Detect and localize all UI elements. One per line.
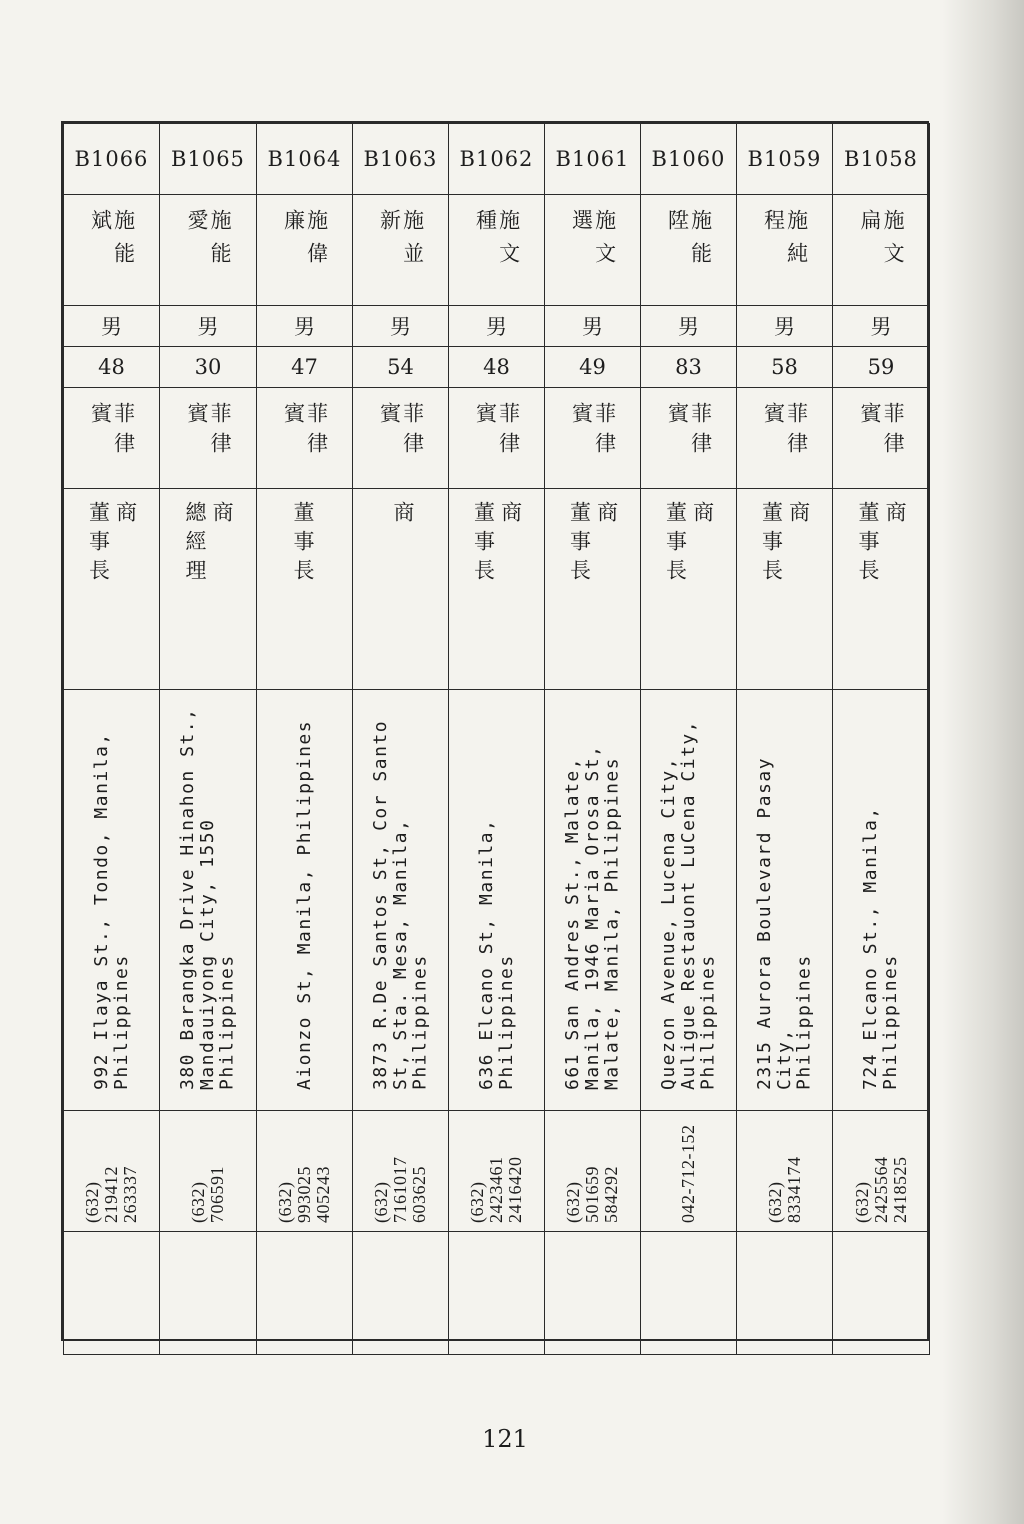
table-cell [833, 690, 930, 1111]
table-cell [833, 347, 930, 388]
phone: (632) 2425564 2418525 [851, 1156, 910, 1223]
table-cell [160, 124, 257, 195]
occupation [353, 489, 448, 530]
age: 47 [291, 355, 318, 379]
address: 3873 R.De Santos St, Cor Santo St, Sta. Mesa, Manila, Philippines [369, 719, 431, 1090]
occupation-type: 商 [113, 501, 138, 530]
table-cell [160, 1232, 257, 1355]
person-name: 施純程 [761, 209, 809, 275]
record-id: B1062 [459, 147, 534, 171]
table-cell [641, 1232, 737, 1355]
table-cell [545, 195, 641, 306]
table-cell [160, 690, 257, 1111]
record-id: B1066 [74, 147, 149, 171]
sex: 男 [774, 315, 795, 339]
table-cell [353, 690, 449, 1111]
table-cell [160, 489, 257, 690]
table-cell [545, 306, 641, 347]
table-cell [449, 347, 545, 388]
phone: (632) 219412 263337 [82, 1166, 140, 1223]
occupation-title: 董事長 [856, 501, 880, 588]
table-cell [160, 195, 257, 306]
age-row [64, 347, 930, 388]
occupation-type: 商 [210, 501, 235, 530]
table-cell [833, 1232, 930, 1355]
sex: 男 [197, 315, 219, 339]
table-cell [641, 489, 737, 690]
table-cell [353, 306, 449, 347]
table-cell [737, 1232, 833, 1355]
occupation-title: 董事長 [86, 501, 111, 588]
occupation [737, 489, 832, 588]
phone: (632) 993025 405243 [275, 1166, 333, 1223]
table-cell [353, 124, 449, 195]
occupation [641, 489, 736, 588]
record-id: B1064 [267, 147, 342, 171]
table-cell [353, 347, 449, 388]
table-cell [737, 124, 833, 195]
address: 636 Elcano St, Manila, Philippines [475, 806, 517, 1090]
table-cell [160, 388, 257, 489]
age: 49 [579, 355, 606, 379]
table-cell [545, 1111, 641, 1232]
age: 58 [771, 355, 798, 379]
table-cell [641, 195, 737, 306]
occupation-title: 董事長 [471, 501, 496, 588]
table-cell [64, 195, 160, 306]
table-cell [353, 1232, 449, 1355]
record-id: B1063 [363, 147, 438, 171]
nationality: 菲律賓 [569, 402, 617, 462]
table-cell [64, 347, 160, 388]
sex: 男 [486, 315, 507, 339]
address: 724 Elcano St., Manila, Philippines [860, 793, 901, 1090]
table-cell [160, 347, 257, 388]
address: Aionzo St, Manila, Philippines [293, 719, 315, 1090]
table-cell [737, 690, 833, 1111]
table-cell [833, 489, 930, 690]
table-cell [833, 195, 930, 306]
address-row [64, 690, 930, 1111]
nationality: 菲律賓 [281, 402, 329, 462]
nationality: 菲律賓 [377, 402, 425, 462]
table-cell [641, 690, 737, 1111]
table-cell [64, 124, 160, 195]
table-cell [737, 489, 833, 690]
table-cell [64, 1111, 160, 1232]
nationality: 菲律賓 [88, 402, 136, 462]
table-cell [545, 489, 641, 690]
person-name: 施能陞 [665, 209, 713, 275]
sex: 男 [582, 315, 603, 339]
table-cell [833, 306, 930, 347]
table-cell [64, 690, 160, 1111]
table-cell [737, 388, 833, 489]
id-row [64, 124, 930, 195]
record-id: B1065 [171, 147, 245, 171]
phone: (632) 7161017 603625 [371, 1156, 429, 1223]
table-cell [257, 1111, 353, 1232]
table-cell [257, 306, 353, 347]
title-row [64, 489, 930, 690]
occupation-title: 董事長 [291, 501, 316, 588]
table-cell [449, 124, 545, 195]
blank-row [64, 1232, 930, 1355]
phone-row [64, 1111, 930, 1232]
person-name: 施能愛 [185, 209, 233, 275]
table-cell [737, 347, 833, 388]
occupation-title: 董事長 [663, 501, 688, 588]
occupation-type: 商 [883, 501, 908, 530]
table-cell [449, 195, 545, 306]
occupation [545, 489, 640, 588]
table-cell [833, 388, 930, 489]
person-name: 施文種 [473, 209, 521, 275]
table-cell [257, 1232, 353, 1355]
person-name: 施文扁 [858, 209, 906, 275]
table-cell [641, 124, 737, 195]
age: 83 [675, 355, 702, 379]
table-cell [257, 347, 353, 388]
nationality: 菲律賓 [761, 402, 809, 462]
table-cell [449, 306, 545, 347]
occupation [160, 489, 256, 588]
table-cell [160, 1111, 257, 1232]
table-cell [353, 1111, 449, 1232]
table-cell [833, 124, 930, 195]
table-cell [545, 1232, 641, 1355]
table-cell [257, 489, 353, 690]
nationality-row [64, 388, 930, 489]
occupation-type: 商 [786, 501, 811, 530]
table-cell [160, 306, 257, 347]
age: 59 [867, 355, 895, 379]
age: 30 [194, 355, 222, 379]
table-cell [545, 388, 641, 489]
phone: (632) 501659 584292 [563, 1166, 621, 1223]
table-cell [641, 388, 737, 489]
table-cell [737, 195, 833, 306]
sex: 男 [390, 315, 411, 339]
sex-row [64, 306, 930, 347]
nationality: 菲律賓 [858, 402, 906, 462]
table-cell [257, 195, 353, 306]
nationality: 菲律賓 [665, 402, 713, 462]
table-cell [737, 306, 833, 347]
table-cell [449, 388, 545, 489]
table-cell [641, 347, 737, 388]
table-cell [257, 690, 353, 1111]
address: 380 Barangka Drive Hinahon St., Mandauiyong City, 1550 Philippines [177, 707, 238, 1090]
record-id: B1060 [651, 147, 726, 171]
person-name: 施文選 [569, 209, 617, 275]
page-number: 121 [482, 1425, 528, 1453]
table-cell [64, 388, 160, 489]
table-cell [449, 1111, 545, 1232]
sex: 男 [870, 315, 892, 339]
table-cell [64, 489, 160, 690]
name-row [64, 195, 930, 306]
occupation-title: 總經理 [183, 501, 207, 588]
table-cell [449, 690, 545, 1111]
occupation-type: 商 [498, 501, 523, 530]
table-cell [545, 124, 641, 195]
age: 48 [483, 355, 510, 379]
phone: (632) 8334174 [764, 1156, 804, 1223]
record-id: B1059 [747, 147, 822, 171]
table-cell [545, 347, 641, 388]
table-cell [64, 306, 160, 347]
sex: 男 [678, 315, 699, 339]
address: 661 San Andres St., Malate, Manila, 1946 Maria Orosa St, Malate, Manila, Philippines [561, 744, 623, 1090]
phone: 042-712-152 [678, 1124, 699, 1223]
nationality: 菲律賓 [185, 402, 233, 462]
table-cell [641, 306, 737, 347]
table-cell [257, 388, 353, 489]
person-name: 施偉廉 [281, 209, 329, 275]
phone: (632) 706591 [188, 1166, 227, 1223]
phone: (632) 2423461 2416420 [467, 1156, 525, 1223]
record-id: B1061 [555, 147, 630, 171]
table-cell [353, 489, 449, 690]
record-id: B1058 [844, 147, 918, 171]
table-cell [449, 1232, 545, 1355]
person-name: 施並新 [377, 209, 425, 275]
sex: 男 [101, 315, 122, 339]
age: 54 [387, 355, 414, 379]
occupation [64, 489, 159, 588]
occupation-title: 董事長 [759, 501, 784, 588]
nationality: 菲律賓 [473, 402, 521, 462]
table-cell [833, 1111, 930, 1232]
address: 992 Ilaya St., Tondo, Manila, Philippines [90, 732, 132, 1090]
member-table [61, 121, 929, 1341]
occupation-type: 商 [690, 501, 715, 530]
table-cell [64, 1232, 160, 1355]
table-cell [449, 489, 545, 690]
occupation [449, 489, 544, 588]
table-cell [641, 1111, 737, 1232]
sex: 男 [294, 315, 315, 339]
age: 48 [98, 355, 125, 379]
table-cell [353, 195, 449, 306]
table-cell [737, 1111, 833, 1232]
table-cell [545, 690, 641, 1111]
occupation [833, 489, 929, 588]
table-cell [257, 124, 353, 195]
occupation-type: 商 [594, 501, 619, 530]
address: Quezon Avenue, Lucena City, Auligue Restauont LuCena City, Philippines [657, 719, 719, 1090]
occupation-type: 商 [391, 501, 416, 530]
person-name: 施能斌 [88, 209, 136, 275]
address: 2315 Aurora Boulevard Pasay City, Philippines [753, 756, 815, 1090]
occupation-title: 董事長 [567, 501, 592, 588]
occupation [257, 489, 352, 588]
table-cell [353, 388, 449, 489]
